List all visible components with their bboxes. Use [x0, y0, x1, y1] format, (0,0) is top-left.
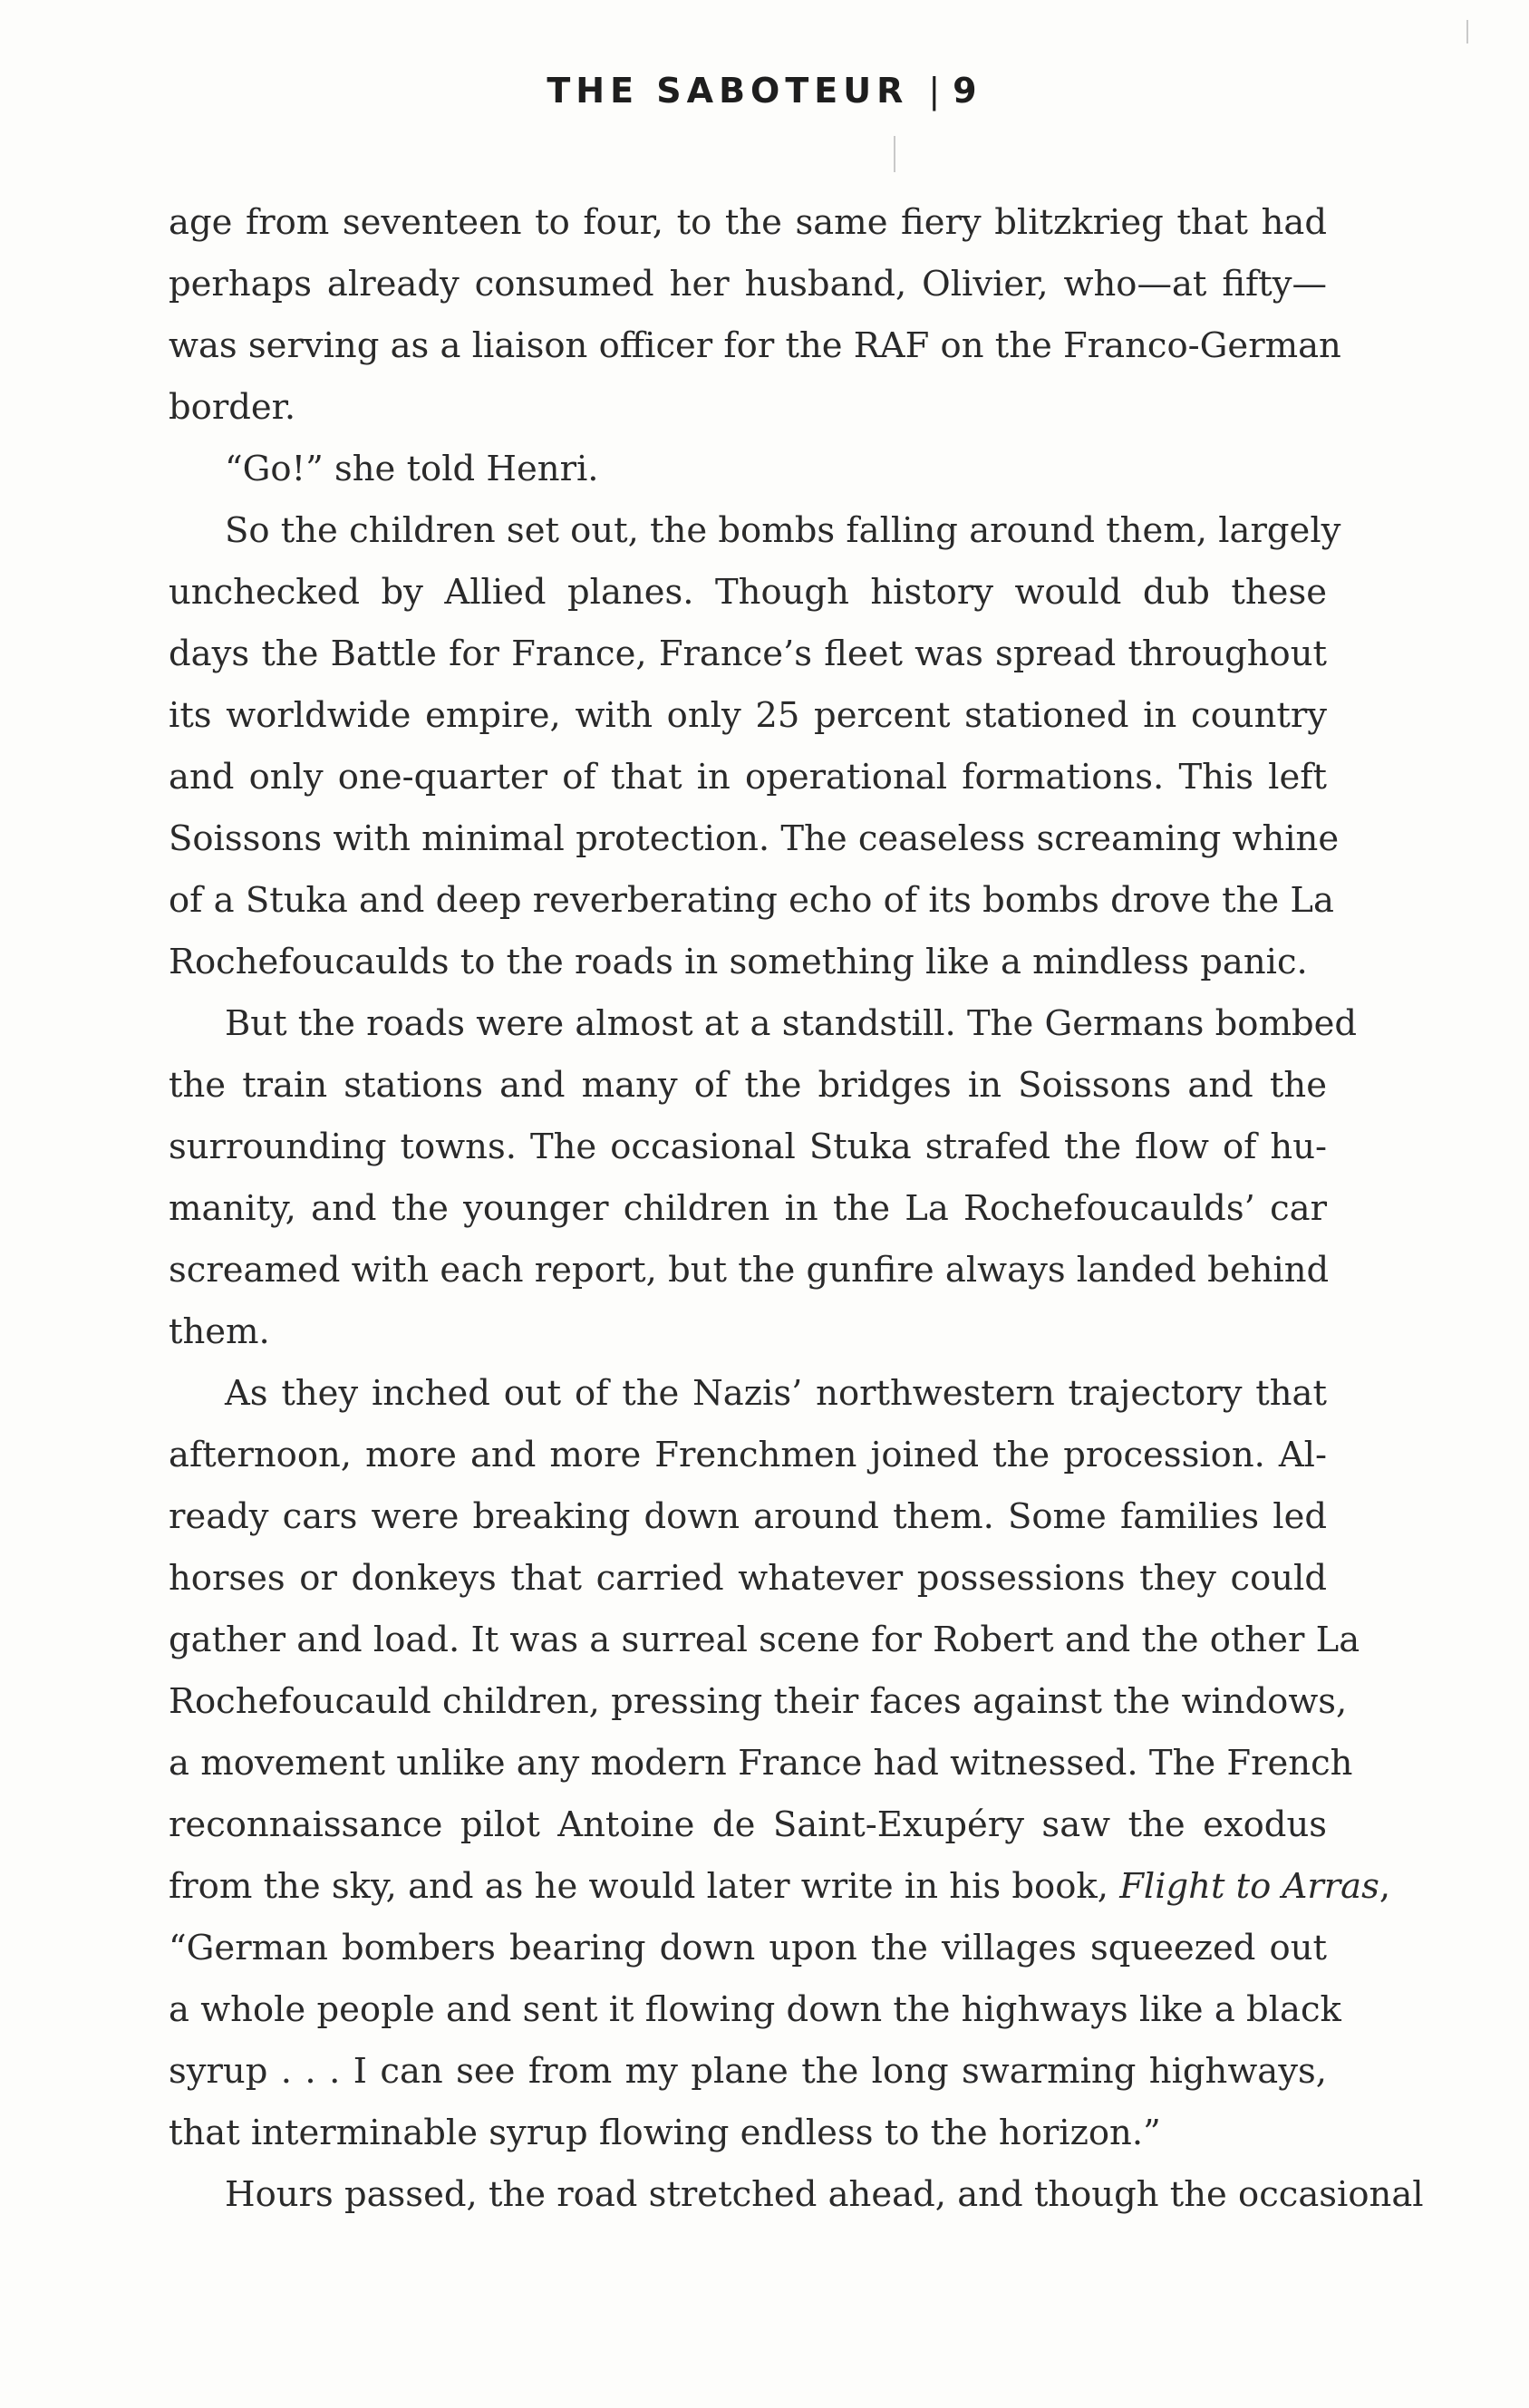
- text-line: afternoon, more and more Frenchmen joined the procession. Al-: [169, 1435, 1327, 1475]
- line-text-before: from the sky, and as he would later write in his book,: [169, 1866, 1120, 1907]
- scan-artifact: [1466, 20, 1468, 44]
- text-line: Soissons with minimal protection. The ceaseless screaming whine: [169, 818, 1340, 859]
- text-line: Rochefoucaulds to the roads in something like a mindless panic.: [169, 942, 1308, 982]
- text-line: its worldwide empire, with only 25 percent stationed in country: [169, 695, 1327, 736]
- text-line: days the Battle for France, France’s fleet was spread throughout: [169, 633, 1327, 674]
- text-line: As they inched out of the Nazis’ northwestern trajectory that: [225, 1373, 1327, 1414]
- text-line: But the roads were almost at a standstill. The Germans bombed: [225, 1003, 1358, 1044]
- text-line: unchecked by Allied planes. Though history would dub these: [169, 572, 1327, 613]
- text-line: screamed with each report, but the gunfire always landed behind: [169, 1250, 1330, 1291]
- text-line: perhaps already consumed her husband, Olivier, who—at fifty—: [169, 264, 1327, 305]
- book-title: THE SABOTEUR: [547, 71, 909, 111]
- text-line: and only one-quarter of that in operational formations. This left: [169, 757, 1327, 798]
- running-header: [0, 71, 1529, 111]
- text-line: a whole people and sent it flowing down the highways like a black: [169, 1989, 1341, 2030]
- line-text-after: ,: [1379, 1866, 1391, 1907]
- text-line: surrounding towns. The occasional Stuka strafed the flow of hu-: [169, 1127, 1327, 1167]
- text-line: horses or donkeys that carried whatever possessions they could: [169, 1558, 1327, 1599]
- text-line: manity, and the younger children in the La Rochefoucaulds’ car: [169, 1188, 1327, 1229]
- text-line: them.: [169, 1311, 270, 1352]
- scan-artifact: [894, 136, 895, 172]
- text-line: Rochefoucauld children, pressing their faces against the windows,: [169, 1681, 1348, 1722]
- body-text: [169, 192, 1424, 2226]
- text-line: border.: [169, 387, 296, 428]
- text-line: ready cars were breaking down around them. Some families led: [169, 1496, 1327, 1537]
- text-line: “German bombers bearing down upon the villages squeezed out: [169, 1928, 1327, 1968]
- text-line: age from seventeen to four, to the same fiery blitzkrieg that had: [169, 202, 1327, 243]
- text-line-with-book-title: [169, 1856, 1391, 1918]
- page-number: 9: [953, 71, 982, 111]
- text-line: syrup . . . I can see from my plane the long swarming highways,: [169, 2051, 1327, 2092]
- text-line: gather and load. It was a surreal scene for Robert and the other La: [169, 1620, 1360, 1660]
- text-line: of a Stuka and deep reverberating echo of its bombs drove the La: [169, 880, 1334, 921]
- book-title-italic: Flight to Arras: [1119, 1866, 1379, 1907]
- text-line: “Go!” she told Henri.: [225, 449, 599, 489]
- text-line: reconnaissance pilot Antoine de Saint-Exupéry saw the exodus: [169, 1804, 1327, 1845]
- text-line: Hours passed, the road stretched ahead, and though the occasional: [225, 2174, 1424, 2215]
- text-line: was serving as a liaison officer for the RAF on the Franco-German: [169, 325, 1341, 366]
- header-separator: |: [928, 71, 946, 111]
- text-line: that interminable syrup flowing endless to the horizon.”: [169, 2113, 1161, 2153]
- text-line: the train stations and many of the bridges in Soissons and the: [169, 1065, 1327, 1106]
- text-line: So the children set out, the bombs falling around them, largely: [225, 510, 1341, 551]
- text-line: a movement unlike any modern France had witnessed. The French: [169, 1743, 1353, 1784]
